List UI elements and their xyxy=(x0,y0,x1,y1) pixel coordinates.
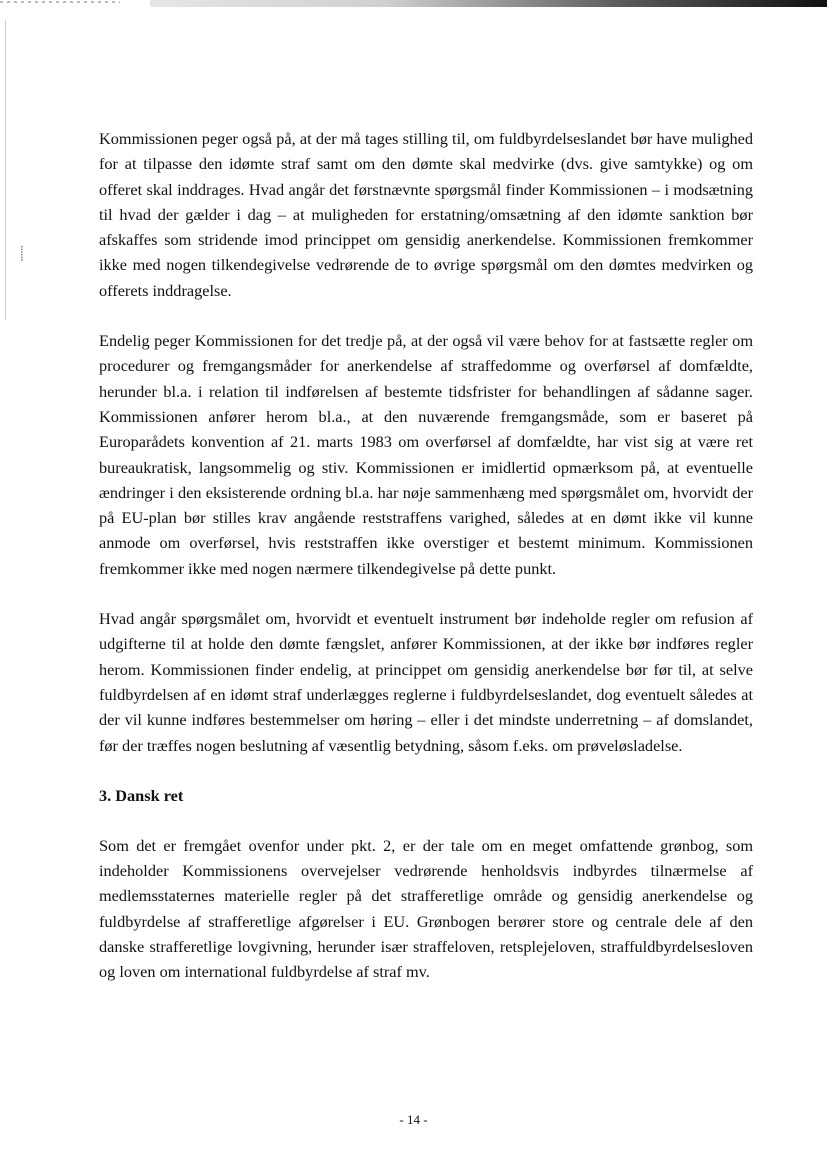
paragraph-2: Endelig peger Kommissionen for det tredje på, at der også vil være behov for at fastsætte regler om procedurer og fremgangsmåder for anerkendelse af straffedomme og overførsel af domfældte, herunder bl.a. i relation til indførelsen af bestemte tidsfrister for behandlingen af sådanne sager. Kommissionen anfører herom bl.a., at den nuværende fremgangsmåde, som er baseret på Europarådets konvention af 21. marts 1983 om overførsel af domfældte, har vist sig at være ret bureaukratisk, langsommelig og stiv. Kommissionen er imidlertid opmærksom på, at eventuelle ændringer i den eksisterende ordning bl.a. har nøje sammenhæng med spørgsmålet om, hvorvidt der på EU-plan bør stilles krav angående reststraffens varighed, således at en dømt ikke vil kunne anmode om overførsel, hvis reststraffen ikke overstiger et bestemt minimum. Kommissionen fremkommer ikke med nogen nærmere tilkendegivelse på dette punkt. xyxy=(99,331,753,578)
scan-edge-mark-left xyxy=(0,1,120,3)
scan-edge-rule xyxy=(150,0,827,7)
paragraph-1: Kommissionen peger også på, at der må tages stilling til, om fuldbyrdelseslandet bør have mulighed for at tilpasse den idømte straf samt om den dømte skal medvirke (dvs. give samtykke) og om offeret skal inddrages. Hvad angår det førstnævnte spørgsmål finder Kommissionen – i modsætning til hvad der gælder i dag – at muligheden for erstatning/omsætning af den idømte sanktion bør afskaffes som stridende imod princippet om gensidig anerkendelse. Kommissionen fremkommer ikke med nogen tilkendegivelse vedrørende de to øvrige spørgsmål om den dømtes medvirken og offerets inddragelse. xyxy=(99,129,753,300)
scan-margin-line xyxy=(5,20,6,320)
paragraph-3: Hvad angår spørgsmålet om, hvorvidt et eventuelt instrument bør indeholde regler om refusion af udgifterne til at holde den dømte fængslet, anfører Kommissionen, at der ikke bør indføres regler herom. Kommissionen finder endelig, at princippet om gensidig anerkendelse bør før til, at selve fuldbyrdelsen af en idømt straf underlægges reglerne i fuldbyrdelseslandet, dog eventuelt således at der vil kunne indføres bestemmelser om høring – eller i det mindste underretning – af domslandet, før der træffes nogen beslutning af væsentlig betydning, såsom f.eks. om prøveløsladelse. xyxy=(99,609,753,755)
paragraph-4: Som det er fremgået ovenfor under pkt. 2, er der tale om en meget omfattende grønbog, som indeholder Kommissionens overvejelser vedrørende henholdsvis indbyrdes tilnærmelse af medlemsstaternes materielle regler på det strafferetlige område og gensidig anerkendelse og fuldbyrdelse af strafferetlige afgørelser i EU. Grønbogen berører store og centrale dele af den danske strafferetlige lovgivning, herunder især straffeloven, retsplejeloven, straffuldbyrdelsesloven og loven om international fuldbyrdelse af straf mv. xyxy=(99,835,753,982)
page-number: - 14 - xyxy=(399,1112,428,1127)
section-heading-dansk-ret: 3. Dansk ret xyxy=(99,785,184,805)
page-body xyxy=(99,126,753,985)
scan-artifact-mark: ⸽ xyxy=(20,247,24,262)
